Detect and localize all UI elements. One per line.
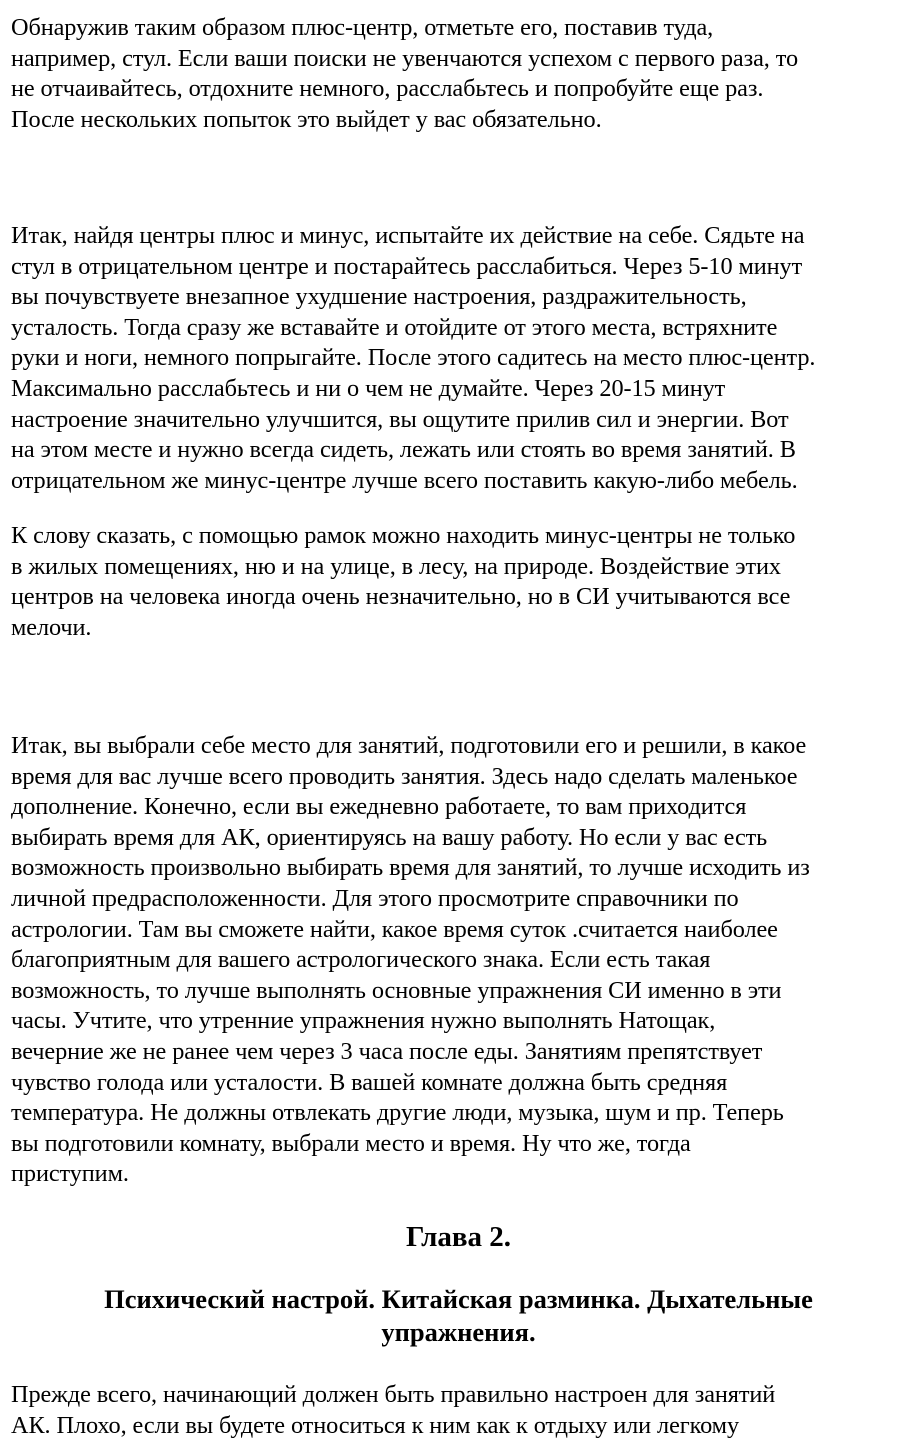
paragraph-testing-centers: Итак, найдя центры плюс и минус, испытайте их действие на себе. Сядьте на стул в отрицательном центре и постарайтесь расслабиться. Через 5-10 минут вы почувствуете внезапное ухудшение настроения, раздражительность, усталость. Тогда сразу же вставайте и отойдите от этого места, встряхните руки и ноги, немного попрыгайте. После этого садитесь на место плюс-центр. Максимально расслабьтесь и ни о чем не думайте. Через 20-15 минут настроение значительно улучшится, вы ощутите прилив сил и энергии. Вот на этом месте и нужно всегда сидеть, лежать или стоять во время занятий. В отрицательном же минус-центре лучше всего поставить какую-либо мебель. [11,222,816,494]
paragraph-choosing-time: Итак, вы выбрали себе место для занятий, подготовили его и решили, в какое время для вас лучше всего проводить занятия. Здесь надо сделать маленькое дополнение. Конечно, если вы ежедневно работаете, то вам приходится выбирать время для АК, ориентируясь на вашу работу. Но если у вас есть возможность произвольно выбирать время для занятий, то лучше исходить из личной предрасположенности. Для этого просмотрите справочники по астрологии. Там вы сможете найти, какое время суток .считается наиболее благоприятным для вашего астрологического знака. Если есть такая возможность, то лучше выполнять основные упражнения СИ именно в эти часы. Учтите, что утренние упражнения нужно выполнять Натощак, вечерние же не ранее чем через 3 часа после еды. Занятиям препятствует чувство голода или усталости. В вашей комнате должна быть средняя температура. Не должны отвлекать другие люди, музыка, шум и пр. Теперь вы подготовили комнату, выбрали место и время. Ну что же, тогда приступим. [11,732,810,1188]
paragraph-mental-attitude: Прежде всего, начинающий должен быть правильно настроен для занятий АК. Плохо, если вы будете относиться к ним как к отдыху или легкому [11,1381,776,1439]
paragraph-plus-center: Обнаружив таким образом плюс-центр, отметьте его, поставив туда, например, стул. Если ваши поиски не увенчаются успехом с первого раза, то не отчаивайтесь, отдохните немного, расслабьтесь и попробуйте еще раз. После нескольких попыток это выйдет у вас обязательно. [11,14,798,133]
chapter-title: Глава 2. [405,1221,512,1253]
chapter-subtitle: Психический настрой. Китайская разминка. Дыхательные упражнения. [104,1284,813,1347]
paragraph-minus-centers-outdoors: К слову сказать, с помощью рамок можно находить минус-центры не только в жилых помещениях, ню и на улице, в лесу, на природе. Воздействие этих центров на человека иногда очень незначительно, но в СИ учитываются все мелочи. [11,522,796,641]
